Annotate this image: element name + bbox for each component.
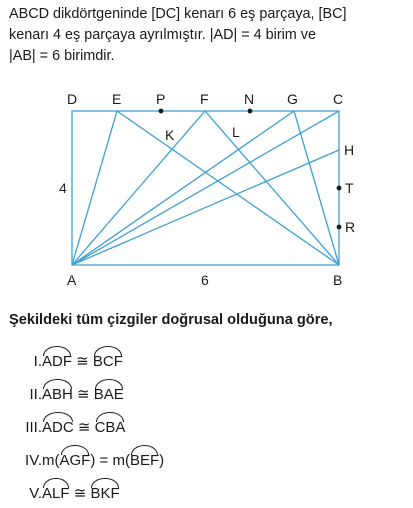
segment-ag xyxy=(72,111,294,265)
label-g: G xyxy=(287,91,298,107)
intro-line-3: |AB| = 6 birimdir. xyxy=(9,48,115,64)
point-r xyxy=(337,225,342,230)
angle-arc: BEF xyxy=(130,447,159,469)
relation-symbol: ≅ xyxy=(73,485,87,502)
figure-points xyxy=(159,109,342,230)
label-r: R xyxy=(345,219,356,235)
point-t xyxy=(337,186,342,191)
relation-symbol: ≅ xyxy=(77,419,91,436)
label-t: T xyxy=(345,180,354,196)
angle-arc: BAE xyxy=(94,381,124,403)
measure-prefix: m xyxy=(42,452,55,469)
angle-arc: ADC xyxy=(42,414,74,436)
question-text: Şekildeki tüm çizgiler doğrusal olduğuna göre, xyxy=(9,312,333,328)
option-number: III. xyxy=(25,419,42,436)
segment-bf xyxy=(205,111,339,265)
segment-bg xyxy=(294,111,339,265)
label-side-ad: 4 xyxy=(59,180,67,196)
relation-symbol: ≅ xyxy=(77,386,90,403)
label-k: K xyxy=(165,127,175,143)
label-b: B xyxy=(333,272,343,288)
angle-arc: ABH xyxy=(42,381,73,403)
figure-labels xyxy=(59,91,355,288)
angle-arc: BCF xyxy=(93,348,123,370)
segment-be xyxy=(117,111,339,265)
option-expression: m(AGF) = m(BEF) xyxy=(42,447,164,469)
point-n xyxy=(248,109,253,114)
label-p: P xyxy=(156,91,166,107)
option-expression xyxy=(42,414,125,436)
option-expression xyxy=(42,348,123,370)
angle-arc: AGF xyxy=(60,447,91,469)
segment-ae xyxy=(72,111,117,265)
segment-ah xyxy=(72,150,339,265)
label-side-ab: 6 xyxy=(201,272,209,288)
label-f: F xyxy=(200,91,209,107)
option-number: I. xyxy=(33,353,42,370)
segment-ac xyxy=(72,111,339,265)
option-expression xyxy=(42,381,124,403)
option-number: V. xyxy=(29,485,42,502)
measure-prefix: m xyxy=(112,452,125,469)
relation-symbol: ≅ xyxy=(76,353,89,370)
option-number: IV. xyxy=(25,452,42,469)
option-number: II. xyxy=(29,386,42,403)
label-h: H xyxy=(344,142,355,158)
label-d: D xyxy=(67,91,78,107)
angle-arc: ALF xyxy=(42,480,70,502)
rectangle-figure xyxy=(0,86,413,296)
figure-lines xyxy=(72,111,339,265)
segment-af xyxy=(72,111,205,265)
option-expression xyxy=(42,480,120,502)
angle-arc: ADF xyxy=(42,348,72,370)
problem-intro xyxy=(9,4,407,67)
angle-arc: BKF xyxy=(90,480,119,502)
label-e: E xyxy=(112,91,122,107)
point-p xyxy=(159,109,164,114)
angle-arc: CBA xyxy=(95,414,126,436)
label-a: A xyxy=(67,272,77,288)
relation-symbol: = xyxy=(99,452,109,469)
intro-line-1: ABCD dikdörtgeninde [DC] kenarı 6 eş parçaya, [BC] xyxy=(9,6,347,22)
label-c: C xyxy=(333,91,344,107)
label-n: N xyxy=(244,91,255,107)
intro-line-2: kenarı 4 eş parçaya ayrılmıştır. |AD| = 4 birim ve xyxy=(9,27,316,43)
label-l: L xyxy=(232,124,240,140)
